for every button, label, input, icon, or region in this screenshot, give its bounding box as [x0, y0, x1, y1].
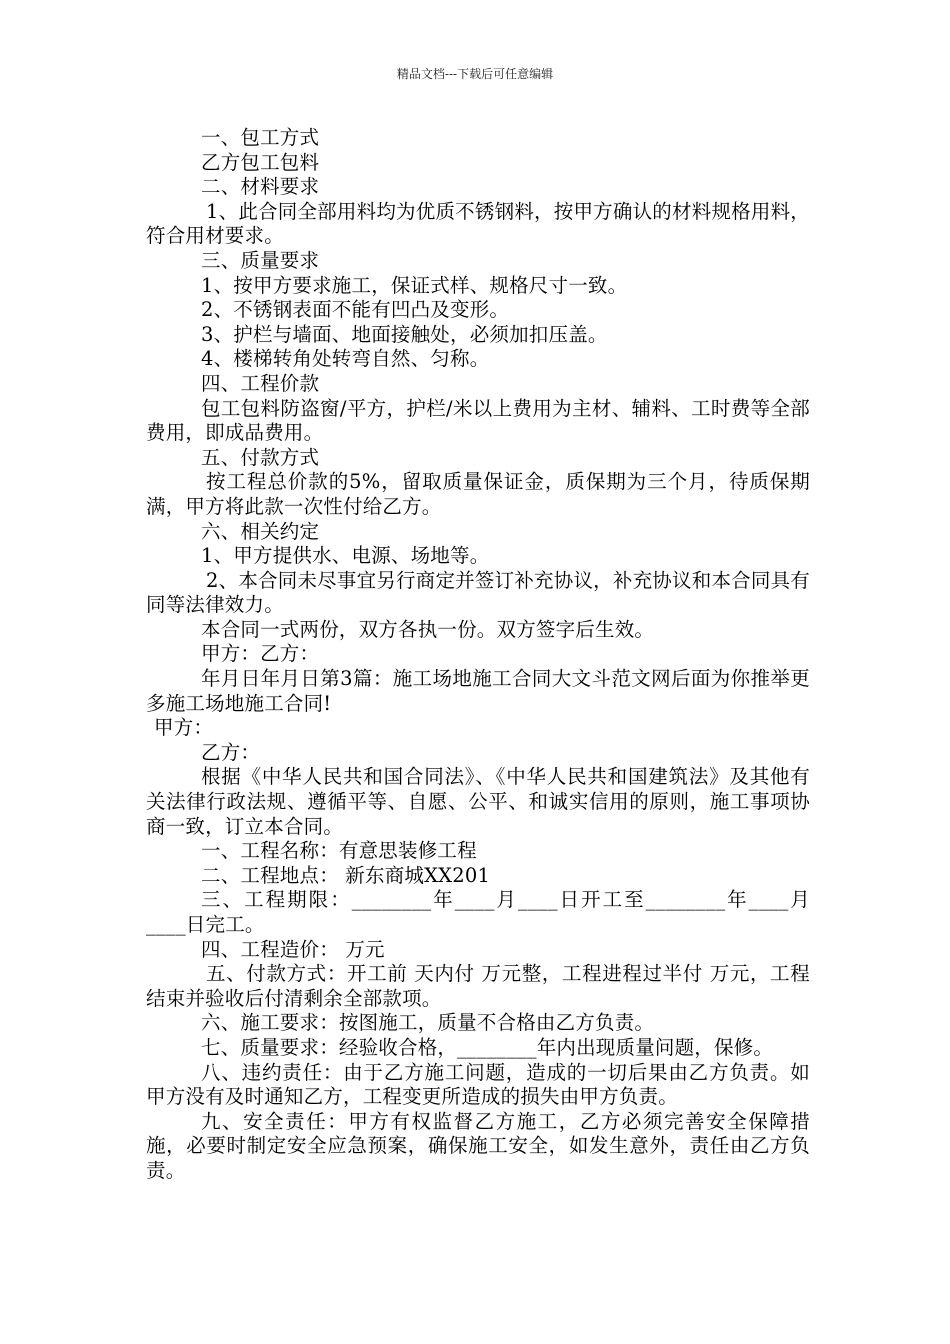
contract-clause: 四、工程造价： 万元 [201, 937, 385, 961]
section-heading: 二、材料要求 [201, 175, 320, 199]
paragraph: 1、此合同全部用料均为优质不锈钢料，按甲方确认的材料规格用料，符合用材要求。 [146, 199, 810, 248]
document-body [146, 126, 810, 1184]
paragraph: 本合同一式两份，双方各执一份。双方签字后生效。 [201, 617, 655, 641]
section-heading: 四、工程价款 [201, 371, 320, 395]
paragraph: 乙方包工包料 [201, 150, 320, 174]
contract-clause: 七、质量要求：经验收合格，________年内出现质量问题，保修。 [201, 1035, 774, 1059]
contract-clause: 三、工程期限：________年____月____日开工至________年____月____日完工。 [146, 888, 810, 936]
contract-clause: 一、工程名称：有意思装修工程 [201, 839, 477, 863]
list-item: 1、按甲方要求施工，保证式样、规格尺寸一致。 [201, 273, 628, 297]
contract-clause: 五、付款方式：开工前 天内付 万元整，工程进程过半付 万元，工程结束并验收后付清剩余全部款项。 [146, 962, 810, 1010]
section-heading: 一、包工方式 [201, 126, 320, 149]
contract-clause: 二、工程地点： 新东商城XX201 [201, 863, 491, 887]
party-b-label: 乙方： [201, 740, 261, 764]
list-item: 2、不锈钢表面不能有凹凸及变形。 [201, 298, 510, 322]
section-heading: 五、付款方式 [201, 445, 320, 469]
list-item: 3、护栏与墙面、地面接触处，必须加扣压盖。 [201, 322, 608, 346]
section-heading: 三、质量要求 [201, 248, 320, 272]
list-item: 1、甲方提供水、电源、场地等。 [201, 544, 490, 568]
contract-clause: 六、施工要求：按图施工，质量不合格由乙方负责。 [201, 1011, 655, 1035]
paragraph: 根据《中华人民共和国合同法》、《中华人民共和国建筑法》及其他有关法律行政法规、遵循平等、自愿、公平、和诚实信用的原则，施工事项协商一致，订立本合同。 [146, 765, 810, 838]
list-item: 4、楼梯转角处转弯自然、匀称。 [201, 347, 490, 371]
paragraph: 包工包料防盗窗/平方，护栏/米以上费用为主材、辅料、工时费等全部费用，即成品费用。 [146, 396, 810, 445]
contract-clause: 九、安全责任：甲方有权监督乙方施工，乙方必须完善安全保障措施，必要时制定安全应急预案，确保施工安全，如发生意外，责任由乙方负责。 [146, 1109, 810, 1182]
list-item: 2、本合同未尽事宜另行商定并签订补充协议，补充协议和本合同具有同等法律效力。 [146, 568, 810, 617]
party-a-label: 甲方： [154, 716, 214, 740]
section-heading: 六、相关约定 [201, 519, 320, 543]
paragraph: 按工程总价款的5%，留取质量保证金，质保期为三个月，待质保期满，甲方将此款一次性付给乙方。 [146, 470, 810, 518]
page-header: 精品文档---下载后可任意编辑 [396, 67, 554, 81]
contract-clause: 八、违约责任：由于乙方施工问题，造成的一切后果由乙方负责。如甲方没有及时通知乙方，工程变更所造成的损失由甲方负责。 [146, 1060, 810, 1109]
signature-line: 甲方：乙方： [201, 642, 320, 666]
paragraph: 年月日年月日第3篇：施工场地施工合同大文斗范文网后面为你推举更多施工场地施工合同! [146, 667, 810, 715]
